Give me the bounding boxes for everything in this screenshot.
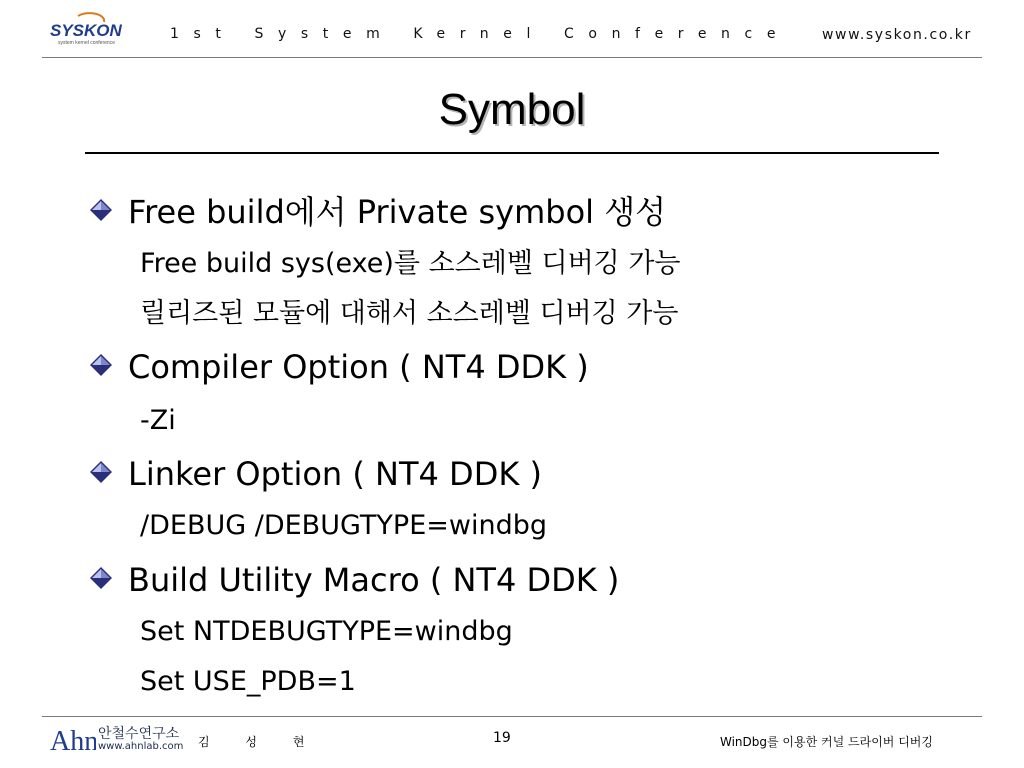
footer-divider [42,716,982,717]
slide-title: Symbol [438,85,586,134]
organization-name: 안철수연구소 [98,726,180,742]
diamond-bullet-icon [89,566,113,590]
logo-text: SYSKON [50,21,122,40]
sub-bullet-text: -Zi [140,405,176,436]
logo-subtext: system kernel conference [58,40,115,46]
diamond-bullet-icon [89,198,113,222]
title-rule [85,152,939,154]
sub-bullet-text: Free build sys(exe)를 소스레벨 디버깅 가능 [140,248,681,279]
course-title: WinDbg를 이용한 커널 드라이버 디버깅 [720,735,933,749]
diamond-bullet-icon [89,460,113,484]
bullet-text: Build Utility Macro ( NT4 DDK ) [128,561,620,599]
conference-title: 1st System Kernel Conference [170,26,791,42]
sub-bullet-text: 릴리즈된 모듈에 대해서 소스레벨 디버깅 가능 [140,298,679,329]
sub-bullet-text: Set USE_PDB=1 [140,666,356,697]
organization-url: www.ahnlab.com [98,741,184,752]
sub-bullet-text: /DEBUG /DEBUGTYPE=windbg [140,510,547,541]
sub-bullet-text: Set NTDEBUGTYPE=windbg [140,616,513,647]
syskon-logo [48,12,126,48]
author-name: 김 성 현 [198,735,321,749]
ahnlab-logo-mark: Ahn [50,726,96,756]
diamond-bullet-icon [89,353,113,377]
header-divider [42,57,982,58]
page-number: 19 [493,730,511,746]
bullet-text: Compiler Option ( NT4 DDK ) [128,348,589,386]
header-url: www.syskon.co.kr [822,27,972,43]
bullet-text: Linker Option ( NT4 DDK ) [128,455,542,493]
bullet-text: Free build에서 Private symbol 생성 [128,193,667,231]
ahnlab-logo [50,722,96,756]
